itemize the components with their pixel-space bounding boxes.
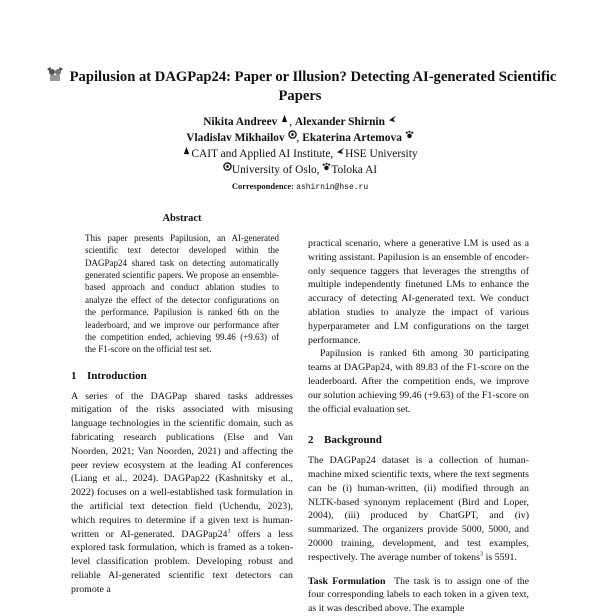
paper-title: Papilusion at DAGPap24: Paper or Illusion? Detecting AI-generated Scientific Papers	[69, 69, 557, 104]
correspondence-label: Correspondence:	[231, 181, 295, 191]
section-introduction-heading: 1 Introduction	[71, 369, 147, 382]
author-4: Ekaterina Artemova	[302, 132, 402, 144]
author-2: Alexander Shirnin	[294, 116, 385, 128]
footnote-ref-1[interactable]: 1	[227, 527, 231, 535]
oslo-seal-icon	[223, 162, 232, 171]
introduction-paragraph: A series of the DAGPap shared tasks addresses mitigation of the risks associated with misusing language technologies in the scientific domain, such as fabricating research publications (Else and Van Noorden, 2021; Van Noorden, 2021) and affecting the peer review ecosystem at the leading AI conferences (Liang et al., 2024). DAGPap22 (Kashnitsky et al., 2022) focuses on a well-established task formulation in the artificial text detection field (Uchendu, 2023), which requires to determine if a given text is human-written or AI-generated. $DAGPap24^1$ offers a less explored task formulation, which is framed as a token-level classification problem. Developing robust and reliable AI-generated scientific text detectors can promote a	[71, 390, 293, 595]
ranking-paragraph: Papilusion is ranked 6th among 30 participating teams at DAGPap24, with 89.83 of the F1-score on the leaderboard. After the competition ends, we improve our solution achieving 99.46 (+9.63) of the F1-score on the official evaluation set.	[308, 348, 529, 415]
task-formulation-label: Task Formulation	[308, 575, 386, 587]
cait-marker-icon	[280, 114, 289, 123]
affiliation-cait: CAIT and Applied AI Institute,	[191, 148, 334, 160]
background-paragraph: The DAGPap24 dataset is a collection of human-machine mixed scientific texts, where the text segments can be (i) human-written, (ii) modified through an NLTK-based synonym replacement (Bird and Loper, 2004), (iii) produced by ChatGPT, and (iv) summarized. The organizers provide 5000, 5000, and 20000 training, development, and test examples, respectively. The average number of tokens$^3$ is 5591.	[308, 455, 529, 563]
affiliation-oslo: University of Oslo,	[231, 164, 320, 176]
footnote-ref-3[interactable]: 3	[479, 550, 484, 558]
oslo-seal-icon	[288, 130, 297, 139]
correspondence-email[interactable]: ashirnin@hse.ru	[296, 183, 369, 192]
task-formulation-paragraph: Task Formulation The task is to assign one of the four corresponding labels to each token in a given text, as it was described above. The example	[308, 575, 530, 615]
abstract-heading: Abstract	[162, 213, 202, 224]
section-background-heading: 2 Background	[308, 434, 382, 447]
toloka-paw-icon	[405, 130, 414, 139]
author-block: Nikita Andreev , Alexander Shirnin Vladislav Mikhailov , Ekaterina Artemova CAIT and Applied AI Institute, HSE University University of Oslo, Toloka AI Correspondence: ashirnin@hse.ru	[40, 114, 560, 195]
right-column	[308, 237, 529, 616]
papilusion-logo-icon	[44, 66, 66, 84]
hse-bird-icon	[388, 114, 397, 123]
intro-continued-paragraph: practical scenario, where a generative LM is used as a writing assistant. Papilusion is an ensemble of encoder-only sequence taggers that leverages the strengths of multiple independently finetuned LMs to enhance the accuracy of detecting AI-generated text. We conduct ablation studies to analyze the impact of various hyperparameter and LM configurations on the target performance.	[308, 238, 529, 346]
author-1: Nikita Andreev	[203, 116, 278, 128]
author-3: Vladislav Mikhailov	[186, 132, 285, 144]
affiliation-toloka: Toloka AI	[331, 164, 378, 176]
affiliation-hse: HSE University	[345, 148, 418, 160]
left-column	[71, 212, 293, 597]
abstract-text: This paper presents Papilusion, an AI-generated scientific text detector developed within the DAGPap24 shared task on detecting automatically generated scientific papers. We propose an ensemble-based approach and conduct ablation studies to analyze the effect of the detector configurations on the performance. Papilusion is ranked 6th on the leaderboard, and we improve our performance after the competition ended, achieving 99.46 (+9.63) of the F1-score on the official test set.	[85, 232, 279, 355]
title-block	[40, 66, 560, 106]
hse-bird-icon	[336, 146, 345, 155]
